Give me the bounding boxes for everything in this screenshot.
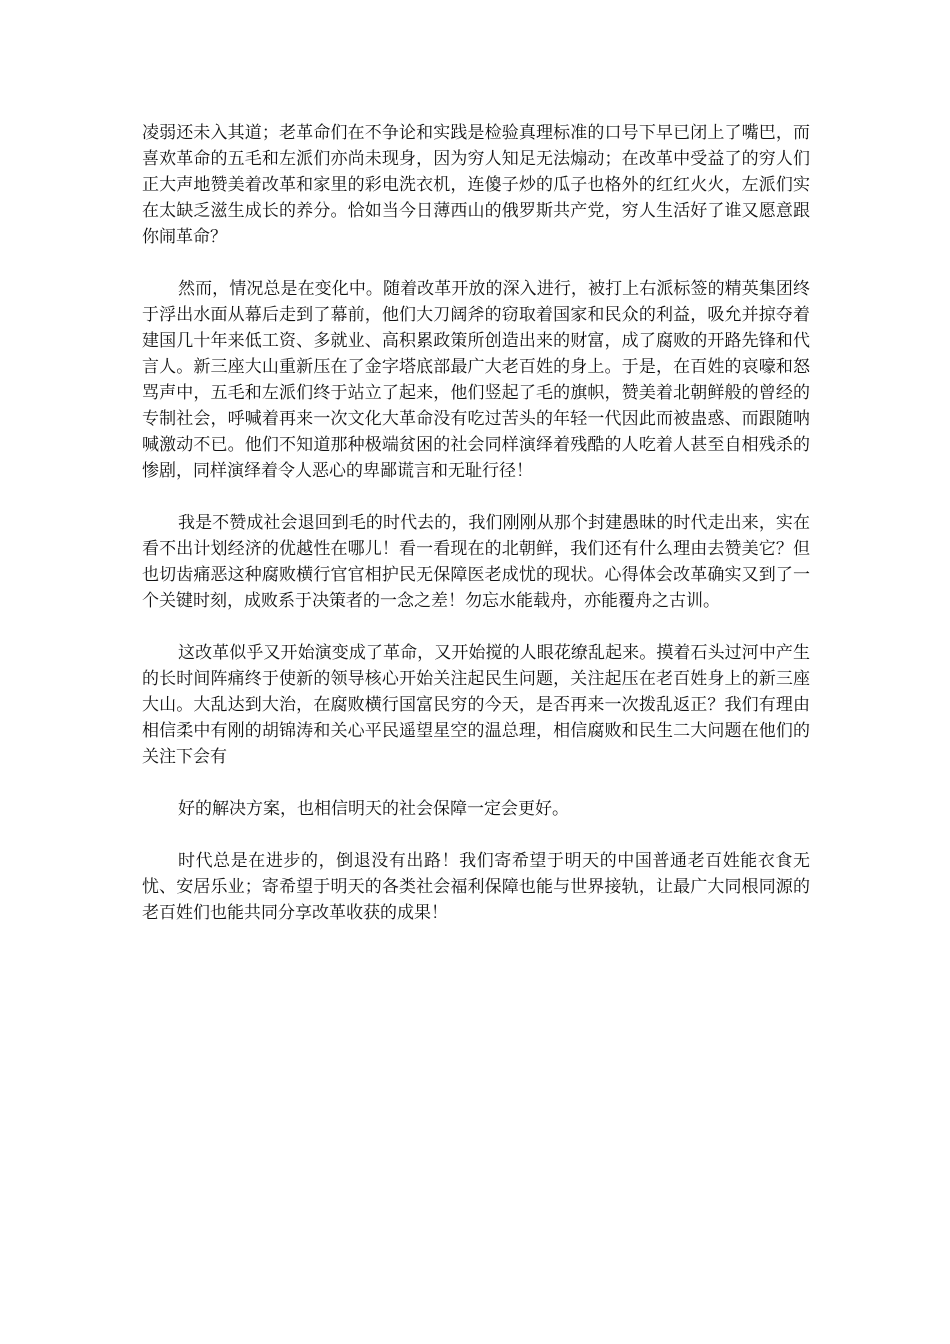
paragraph-6: 时代总是在进步的，倒退没有出路！我们寄希望于明天的中国普通老百姓能衣食无忧、安居乐业；寄希望于明天的各类社会福利保障也能与世界接轨，让最广大同根同源的老百姓们也能共同分享改革收获的成果！ <box>142 851 810 923</box>
paragraph-3: 我是不赞成社会退回到毛的时代去的，我们刚刚从那个封建愚昧的时代走出来，实在看不出计划经济的优越性在哪儿！看一看现在的北朝鲜，我们还有什么理由去赞美它？但也切齿痛恶这种腐败横行官官相护民无保障医老成忧的现状。心得体会改革确实又到了一个关键时刻，成败系于决策者的一念之差！勿忘水能载舟，亦能覆舟之古训。 <box>142 513 810 611</box>
document-page <box>142 120 810 952</box>
paragraph-5: 好的解决方案，也相信明天的社会保障一定会更好。 <box>178 799 569 819</box>
paragraph-2: 然而，情况总是在变化中。随着改革开放的深入进行，被打上右派标签的精英集团终于浮出水面从幕后走到了幕前，他们大刀阔斧的窃取着国家和民众的利益，吸允并掠夺着建国几十年来低工资、多就业、高积累政策所创造出来的财富，成了腐败的开路先锋和代言人。新三座大山重新压在了金字塔底部最广大老百姓的身上。于是，在百姓的哀嚎和怒骂声中，五毛和左派们终于站立了起来，他们竖起了毛的旗帜，赞美着北朝鲜般的曾经的专制社会，呼喊着再来一次文化大革命没有吃过苦头的年轻一代因此而被蛊惑、而跟随呐喊激动不已。他们不知道那种极端贫困的社会同样演绎着残酷的人吃着人甚至自相残杀的惨剧，同样演绎着令人恶心的卑鄙谎言和无耻行径！ <box>142 279 810 481</box>
paragraph-4: 这改革似乎又开始演变成了革命，又开始搅的人眼花缭乱起来。摸着石头过河中产生的长时间阵痛终于使新的领导核心开始关注起民生问题，关注起压在老百姓身上的新三座大山。大乱达到大治，在腐败横行国富民穷的今天，是否再来一次拨乱返正？我们有理由相信柔中有刚的胡锦涛和关心平民遥望星空的温总理，相信腐败和民生二大问题在他们的关注下会有 <box>142 643 810 767</box>
paragraph-1: 凌弱还未入其道；老革命们在不争论和实践是检验真理标准的口号下早已闭上了嘴巴，而喜欢革命的五毛和左派们亦尚未现身，因为穷人知足无法煽动；在改革中受益了的穷人们正大声地赞美着改革和家里的彩电洗衣机，连傻子炒的瓜子也格外的红红火火，左派们实在太缺乏滋生成长的养分。恰如当今日薄西山的俄罗斯共产党，穷人生活好了谁又愿意跟你闹革命？ <box>142 123 810 247</box>
